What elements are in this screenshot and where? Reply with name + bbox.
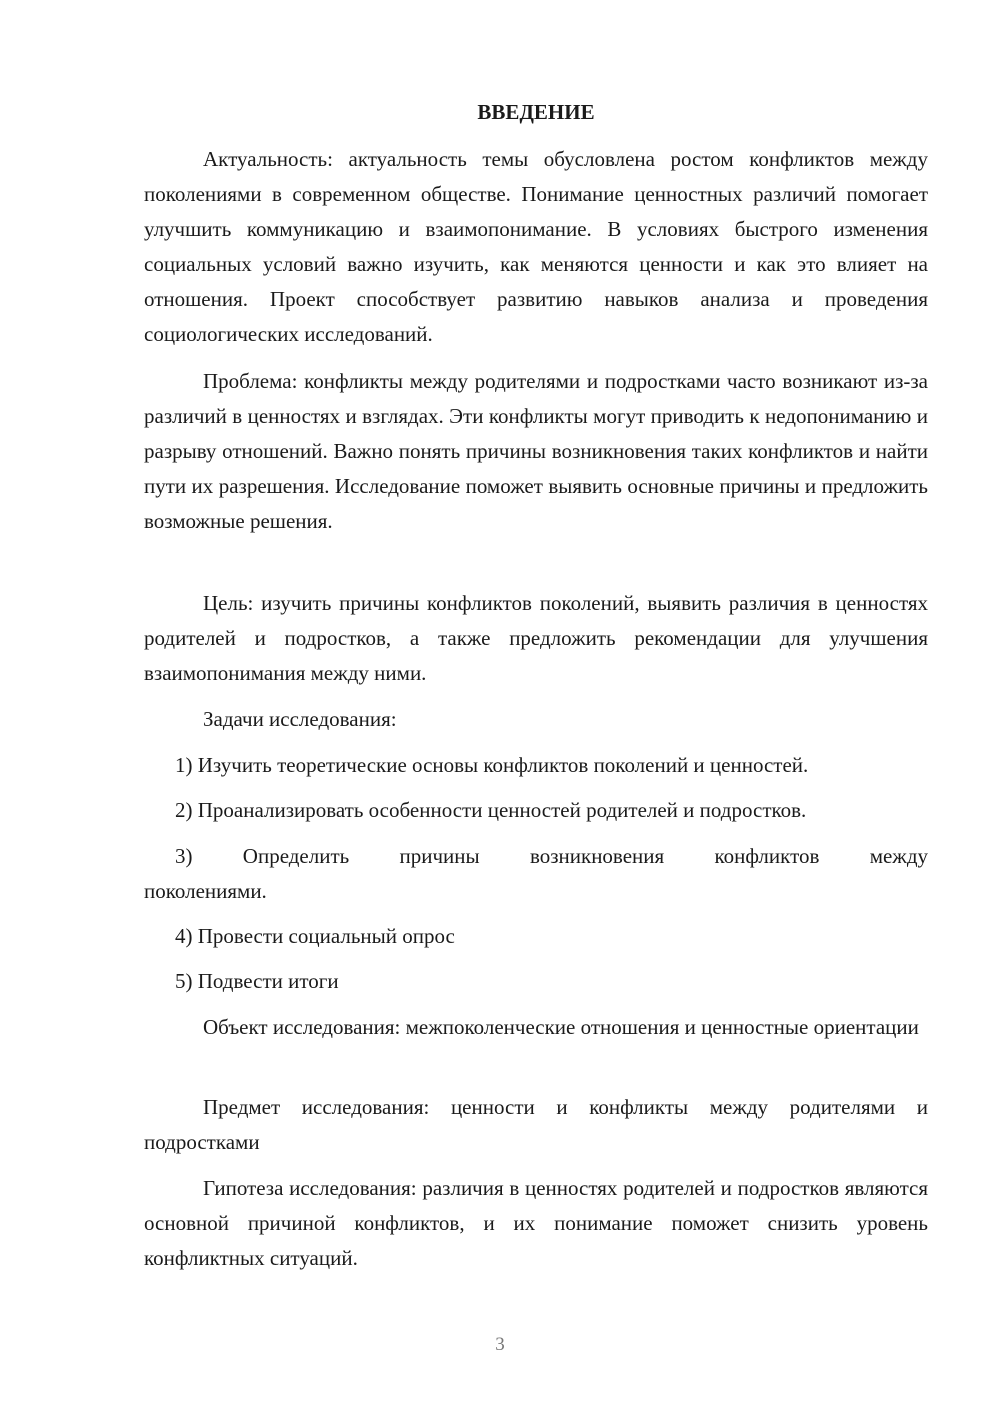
tasks-heading: Задачи исследования: [203, 707, 397, 731]
paragraph-object: Объект исследования: межпоколенческие отношения и ценностные ориентации [203, 1015, 919, 1039]
task-item-1: 1) Изучить теоретические основы конфликтов поколений и ценностей. [175, 753, 809, 777]
paragraph-hypothesis: Гипотеза исследования: различия в ценностях родителей и подростков являются основной причиной конфликтов, и их понимание поможет снизить уровень конфликтных ситуаций. [144, 1176, 928, 1270]
task-item-4: 4) Провести социальный опрос [175, 924, 455, 948]
paragraph-subject: Предмет исследования: ценности и конфликты между родителями и подростками [144, 1095, 928, 1154]
task-item-5: 5) Подвести итоги [175, 969, 339, 993]
task-item-3: 3) Определить причины возникновения конфликтов между поколениями. [144, 844, 928, 903]
task-item-2: 2) Проанализировать особенности ценностей родителей и подростков. [175, 798, 807, 822]
paragraph-relevance: Актуальность: актуальность темы обусловлена ростом конфликтов между поколениями в современном обществе. Понимание ценностных различий помогает улучшить коммуникацию и взаимопонимание. В условиях быстрого изменения социальных условий важно изучить, как меняются ценности и как это влияет на отношения. Проект способствует развитию навыков анализа и проведения социологических исследований. [144, 147, 928, 346]
paragraph-problem: Проблема: конфликты между родителями и подростками часто возникают из-за различий в ценностях и взглядах. Эти конфликты могут приводить к недопониманию и разрыву отношений. Важно понять причины возникновения таких конфликтов и найти пути их разрешения. Исследование поможет выявить основные причины и предложить возможные решения. [144, 369, 928, 533]
page-title: ВВЕДЕНИЕ [477, 100, 595, 124]
paragraph-goal: Цель: изучить причины конфликтов поколений, выявить различия в ценностях родителей и подростков, а также предложить рекомендации для улучшения взаимопонимания между ними. [144, 591, 928, 685]
page-number: 3 [495, 1334, 505, 1355]
